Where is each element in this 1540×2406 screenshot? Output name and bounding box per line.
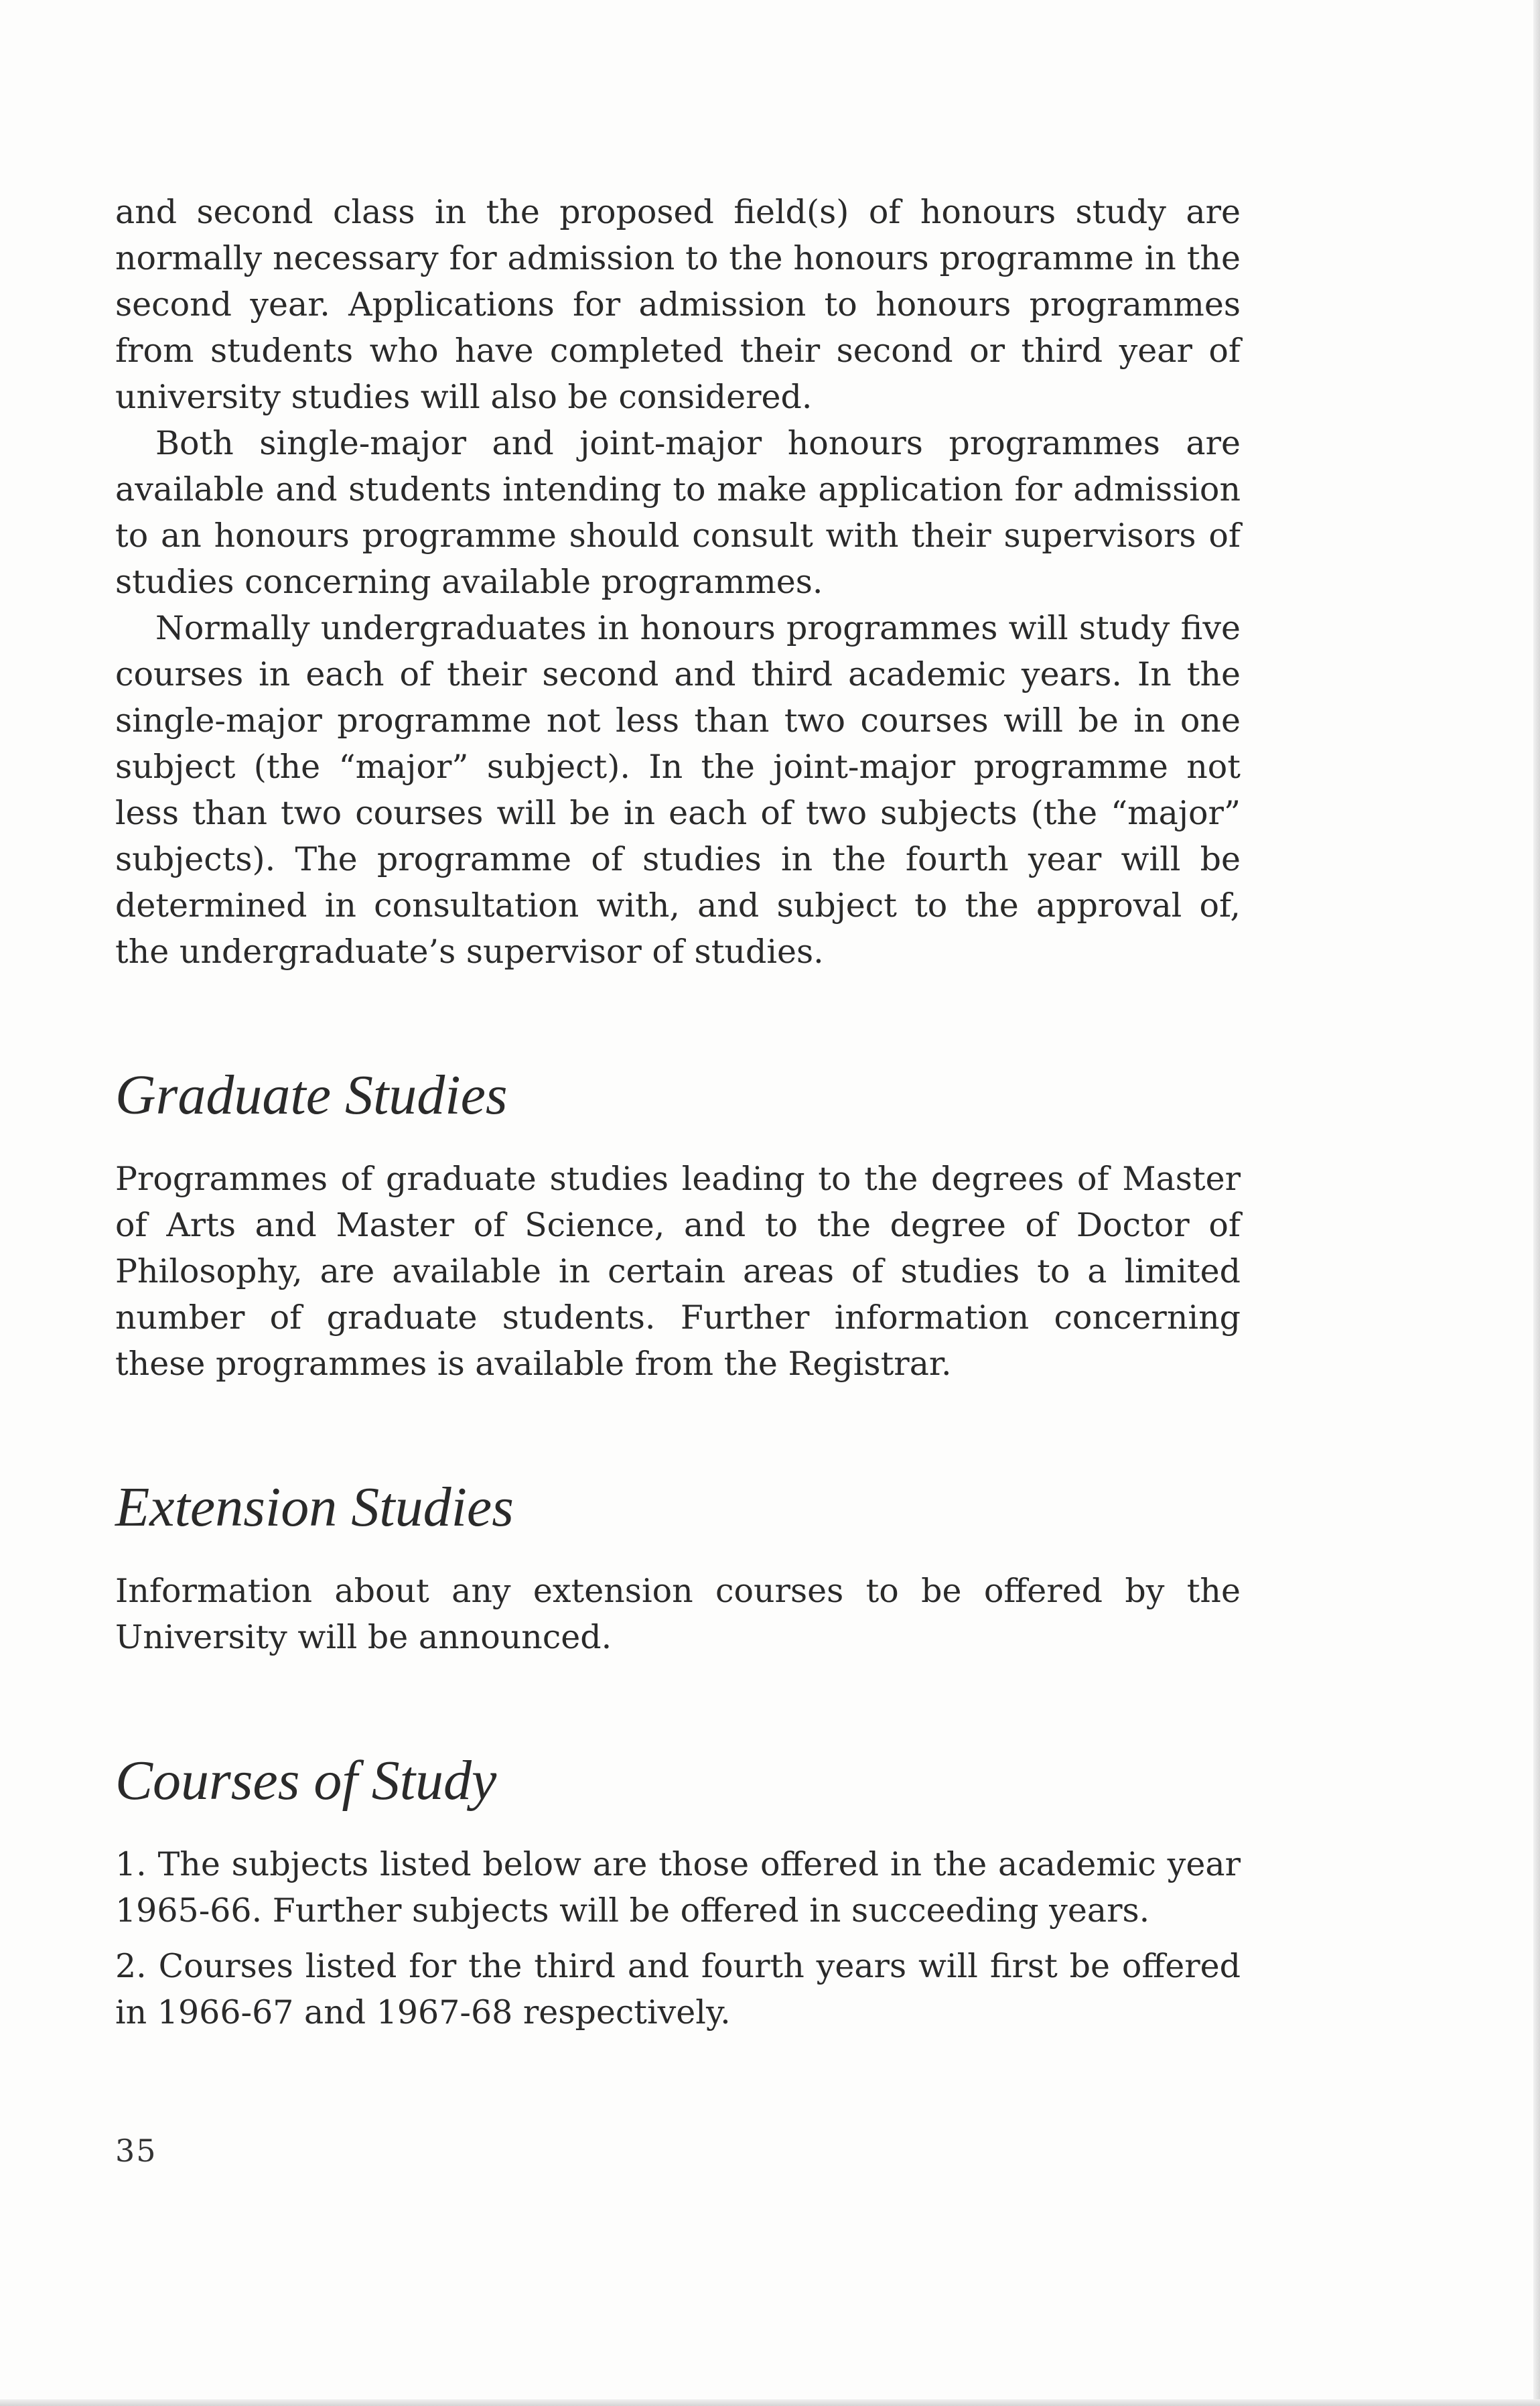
- text-column: [115, 189, 1241, 2035]
- extension-studies-paragraph: Information about any extension courses to be offered by the University will be announced.: [115, 1572, 1241, 1656]
- honours-programmes-paragraph: Both single-major and joint-major honours programmes are available and students intending to make application for admission to an honours programme should consult with their supervisors of studies concerning available programmes.: [115, 424, 1241, 601]
- page-number: 35: [115, 2133, 157, 2169]
- page-edge-shadow-bottom: [0, 2399, 1540, 2406]
- courses-of-study-heading: Courses of Study: [115, 1749, 497, 1812]
- page-edge-shadow-right: [1533, 0, 1540, 2406]
- honours-admission-paragraph: and second class in the proposed field(s) of honours study are normally necessary for admission to the honours programme in the second year. Applications for admission to honours programmes from students who have completed their second or third year of university studies will also be considered.: [115, 193, 1241, 416]
- honours-courses-paragraph: Normally undergraduates in honours programmes will study five courses in each of their second and third academic years. In the single-major programme not less than two courses will be in one subject (the “major” subject). In the joint-major programme not less than two courses will be in each of two subjects (the “major” subjects). The programme of studies in the fourth year will be determined in consultation with, and subject to the approval of, the undergraduate’s supervisor of studies.: [115, 609, 1241, 971]
- extension-studies-heading: Extension Studies: [115, 1476, 514, 1538]
- courses-list-item: 2. Courses listed for the third and fourth years will first be offered in 1966-67 and 1967-68 respectively.: [115, 1947, 1241, 2031]
- courses-list-item: 1. The subjects listed below are those offered in the academic year 1965-66. Further subjects will be offered in succeeding years.: [115, 1845, 1241, 1930]
- graduate-studies-heading: Graduate Studies: [115, 1064, 508, 1126]
- graduate-studies-paragraph: Programmes of graduate studies leading to the degrees of Master of Arts and Master of Science, and to the degree of Doctor of Philosophy, are available in certain areas of studies to a limited number of graduate students. Further information concerning these programmes is available from the Registrar.: [115, 1160, 1241, 1383]
